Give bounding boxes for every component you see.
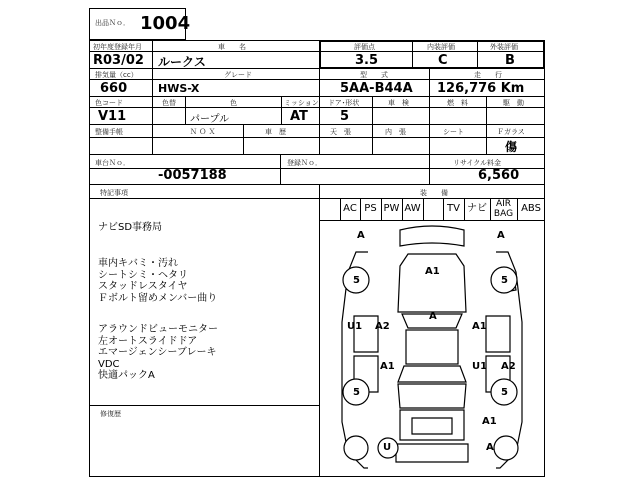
mark-left-rear-panel: A1 [380, 361, 395, 372]
mark-right-rear-panel: A2 [501, 361, 516, 372]
equip-tv: TV [447, 203, 460, 214]
reg-date-label: 初年度登録年月 [93, 43, 142, 51]
equip-ac: AC [343, 203, 357, 214]
equip-navi: ナビ [467, 203, 487, 214]
fuel-label: 燃 料 [447, 99, 468, 107]
transmission-value: AT [290, 109, 308, 124]
mileage-label: 走 行 [474, 71, 502, 79]
front-glass-value: 傷 [505, 140, 518, 154]
drivetrain-label: 駆 動 [503, 99, 524, 107]
reg-date-value: R03/02 [93, 53, 144, 68]
equip-aw: AW [404, 203, 421, 214]
mark-right-front-panel: A1 [472, 321, 487, 332]
equip-abs: ABS [521, 203, 541, 214]
interior-trim-label: 内 張 [385, 128, 406, 136]
mark-tire-rear-left: 5 [353, 387, 360, 398]
mark-rear-bumper: A [486, 442, 494, 453]
lot-number-value: 1004 [140, 13, 191, 34]
note-condition: 車内キバミ・汚れ シートシミ・ヘタリ スタッドレスタイヤ Ｆボルト留めメンバー曲り [98, 258, 218, 304]
note-features: アラウンドビューモニター 左オートスライドドア エマージェンシーブレーキ VDC 快適パックA [98, 324, 218, 381]
mark-rear-quarter: A1 [482, 416, 497, 427]
equip-airbag: AIR BAG [493, 199, 514, 219]
maintenance-book-label: 整備手帳 [95, 128, 123, 136]
repair-history-label: 修復歴 [100, 410, 121, 418]
transmission-label: ミッション [284, 99, 319, 107]
registration-number-label: 登録Ｎｏ． [287, 159, 322, 167]
mark-front-bumper-left: A [357, 230, 365, 241]
mark-hood: A1 [425, 266, 440, 277]
car-name-value: ルークス [158, 55, 206, 69]
displacement-label: 排気量（cc） [95, 71, 138, 79]
score-label: 評価点 [354, 43, 375, 51]
color-value: パープル [190, 114, 230, 125]
inspection-label: 車 検 [388, 99, 409, 107]
special-notes-label: 特記事項 [100, 189, 128, 197]
mark-right-rear-door: U1 [472, 361, 488, 372]
note-navi-sd: ナビSD事務局 [98, 222, 163, 233]
recycle-fee-label: リサイクル料金 [453, 159, 502, 167]
headliner-label: 天 張 [330, 128, 351, 136]
equipment-row [319, 198, 545, 221]
color-code-label: 色コード [95, 99, 123, 107]
equip-pw: PW [383, 203, 400, 214]
mark-tire-front-right: 5 [501, 275, 508, 286]
mark-tire-rear-right: 5 [501, 387, 508, 398]
recycle-fee-value: 6,560 [478, 168, 520, 183]
car-damage-diagram [320, 222, 544, 476]
seat-label: シート [443, 128, 464, 136]
mark-tire-front-left: 5 [353, 275, 360, 286]
model-code-label: 型 式 [360, 71, 388, 79]
lot-number-label: 出品Ｎｏ． [95, 19, 130, 27]
doors-value: 5 [340, 109, 350, 124]
grade-label: グレード [224, 71, 252, 79]
exterior-rating-label: 外装評価 [490, 43, 518, 51]
front-glass-label: Ｆガラス [497, 128, 525, 136]
chassis-number-label: 車台Ｎｏ． [95, 159, 130, 167]
equip-ps: PS [364, 203, 377, 214]
color-code-value: V11 [98, 109, 127, 124]
equipment-label: 装 備 [420, 189, 448, 197]
interior-rating-value: C [438, 53, 448, 68]
doors-label: ドア･形状 [328, 99, 360, 107]
interior-rating-label: 内装評価 [427, 43, 455, 51]
mark-spare-tire: U [383, 442, 392, 453]
lot-number-box [89, 8, 191, 40]
mark-left-front-panel: A2 [375, 321, 390, 332]
exterior-rating-value: B [505, 53, 515, 68]
model-code-value: 5AA-B44A [340, 81, 413, 96]
car-name-label: 車 名 [218, 43, 246, 51]
mark-roof: A [429, 311, 437, 322]
mileage-value: 126,776 Km [437, 81, 525, 96]
mark-left-front-door: U1 [347, 321, 363, 332]
mark-front-bumper-right: A [497, 230, 505, 241]
color-change-label: 色替 [162, 99, 176, 107]
score-value: 3.5 [355, 53, 379, 68]
chassis-number-value: -0057188 [158, 168, 227, 183]
history-label: 車 歴 [265, 128, 286, 136]
grade-value: HWS-X [158, 82, 200, 95]
displacement-value: 660 [100, 81, 128, 96]
color-label: 色 [230, 99, 237, 107]
nox-label: Ｎ Ｏ Ｘ [190, 128, 216, 136]
